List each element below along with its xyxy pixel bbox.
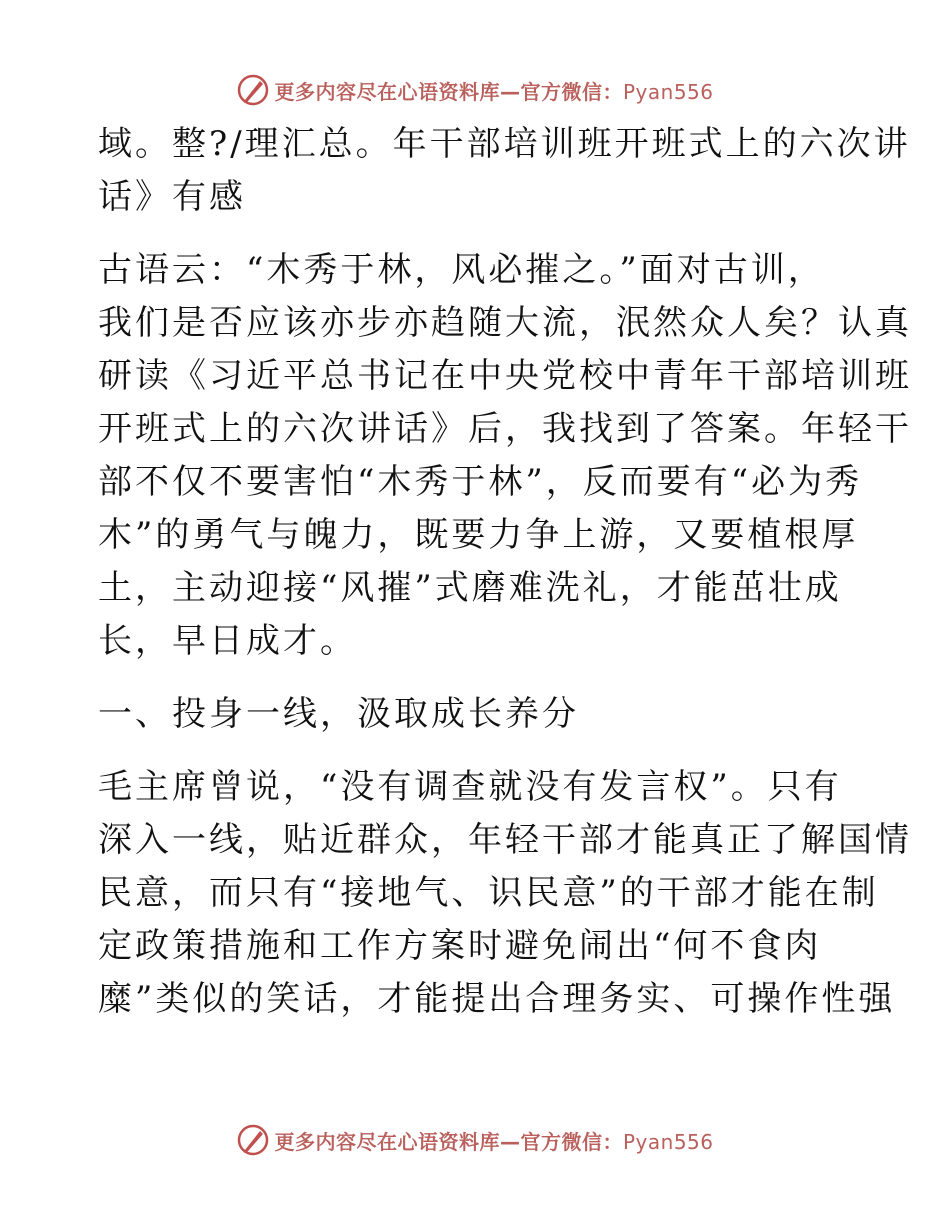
text-line: 毛主席曾说，“没有调查就没有发言权”。只有 [98, 767, 842, 807]
text-line: 深入一线，贴近群众，年轻干部才能真正了解国情 [98, 820, 912, 860]
paragraph [98, 761, 912, 1026]
text-line: 民意，而只有“接地气、识民意”的干部才能在制 [98, 873, 879, 913]
heading-line: 一、投身一线，汲取成长养分 [98, 694, 579, 734]
quill-pen-icon [236, 1123, 270, 1157]
text-line: 定政策措施和工作方案时避免闹出“何不食肉 [98, 926, 822, 966]
paragraph [98, 118, 911, 224]
quill-pen-icon [236, 73, 270, 107]
text-line: 开班式上的六次讲话》后，我找到了答案。年轻干 [98, 409, 912, 449]
text-line: 土，主动迎接“风摧”式磨难洗礼，才能茁壮成 [98, 568, 842, 608]
paragraph [98, 244, 912, 668]
text-line: 木”的勇气与魄力，既要力争上游，又要植根厚 [98, 515, 859, 555]
wechat-id: Pyan556 [622, 1129, 714, 1154]
watermark-text: 更多内容尽在心语资料库—官方微信：Pyan556 [274, 1129, 714, 1154]
text-line: 古语云：“木秀于林，风必摧之。”面对古训， [98, 250, 825, 290]
text-line: 部不仅不要害怕“木秀于林”，反而要有“必为秀 [98, 462, 863, 502]
text-line: 研读《习近平总书记在中央党校中青年干部培训班 [98, 356, 912, 396]
watermark-banner-bottom [0, 1120, 950, 1160]
watermark-banner-top [0, 70, 950, 110]
text-line: 域。整?/理汇总。年干部培训班开班式上的六次讲 [98, 124, 911, 164]
text-line: 长，早日成才。 [98, 621, 357, 661]
document-body [98, 118, 912, 1026]
watermark-text: 更多内容尽在心语资料库—官方微信：Pyan556 [274, 79, 714, 104]
text-line: 话》有感 [98, 177, 246, 217]
text-line: 我们是否应该亦步亦趋随大流，泯然众人矣？认真 [98, 303, 912, 343]
section-heading [98, 688, 858, 741]
text-line: 糜”类似的笑话，才能提出合理务实、可操作性强 [98, 979, 896, 1019]
wechat-id: Pyan556 [622, 79, 714, 104]
